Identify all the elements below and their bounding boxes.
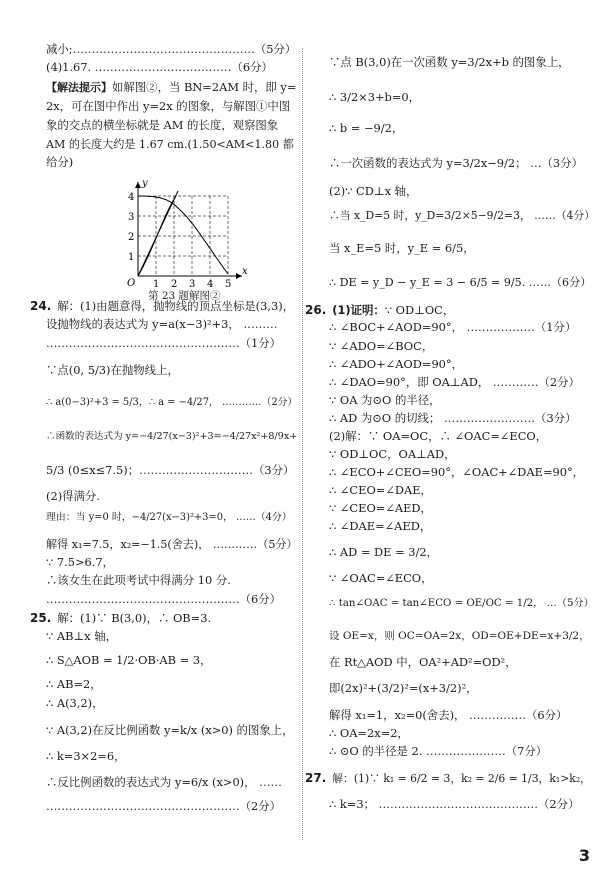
solution-line: [46, 395, 297, 410]
line-text: 设 OE=x，则 OC=OA=2x，OD=OE+DE=x+3/2，: [329, 630, 590, 642]
solution-line: [46, 336, 281, 351]
question-number: 24.: [30, 299, 52, 313]
line-text: 即(2x)²+(3/2)²=(x+3/2)²，: [329, 681, 478, 695]
line-text: ∵ OD⊥OC，: [384, 303, 455, 317]
solution-line: [46, 696, 104, 711]
solution-line: [46, 573, 231, 588]
line-text: 理由：当 y=0 时，−4/27(x−3)²+3=0， ……（4分）: [46, 512, 292, 523]
line-text: ∴ ∠BOC+∠AOD=90°， ………………（1分）: [329, 320, 577, 334]
line-text: ∵ 7.5>6.7，: [46, 555, 115, 569]
solution-line: [46, 629, 117, 644]
line-text: ∴ ∠DAO=90°，即 OA⊥AD， …………（2分）: [329, 375, 580, 389]
line-text: 象的交点的横坐标就是 AM 的长度，观察图象: [46, 118, 279, 132]
solution-line: [305, 303, 454, 318]
line-text: ∴ AD = DE = 3/2，: [329, 545, 438, 559]
line-text: ∴ k=3×2=6，: [46, 749, 126, 763]
solution-line: [329, 571, 433, 586]
line-text: (2)得满分.: [46, 489, 100, 503]
line-text: ∵点(0, 5/3)在抛物线上，: [46, 363, 179, 377]
line-text: ∴当 x_D=5 时，y_D=3/2×5−9/2=3， ……（4分）: [329, 209, 596, 222]
line-text: ∴函数的表达式为 y=−4/27(x−3)²+3=−4/27x²+8/9x+: [46, 431, 298, 442]
line-text: ∴ 3/2×3+b=0，: [329, 90, 421, 104]
figure-caption: 第 23 题解图②: [148, 290, 221, 302]
origin-label: O: [127, 278, 136, 288]
solution-line: [329, 708, 567, 723]
line-text: AM 的长度大约是 1.67 cm.(1.50<AM<1.80 都: [46, 138, 294, 151]
curve-decreasing: [138, 196, 228, 274]
solution-line: [30, 611, 211, 626]
solution-line: [329, 483, 432, 498]
solution-line: [329, 465, 584, 480]
question-number: 27.: [305, 771, 327, 785]
solution-line: [46, 429, 297, 444]
line-text: ……………………………………………（1分）: [46, 336, 282, 350]
solution-line: [329, 681, 478, 696]
solution-line: [329, 519, 431, 534]
solution-line: [329, 121, 403, 136]
solution-line: [46, 653, 211, 668]
line-text: ∴反比例函数的表达式为 y=6/x (x>0)， ……: [46, 775, 282, 789]
solution-line: [329, 655, 517, 670]
line-text: ∴ a(0−3)²+3 = 5/3，∴ a = −4/27， …………（2分）: [46, 397, 298, 408]
solution-line: [329, 90, 420, 105]
line-text: ∵ OD⊥OC，OA⊥AD，: [329, 447, 456, 461]
question-number: 25.: [30, 611, 52, 625]
solution-line: [305, 771, 591, 786]
line-text: ∵ AB⊥x 轴，: [46, 629, 118, 643]
line-text: ∵ ∠ADO=∠BOC，: [329, 339, 434, 353]
solution-line: [329, 393, 441, 408]
solution-line: [329, 726, 409, 741]
solution-line: [46, 677, 102, 692]
line-text: 解得 x₁=7.5，x₂=−1.5(舍去)， …………（5分）: [46, 538, 298, 551]
solution-line: [329, 320, 576, 335]
solution-line: [329, 55, 570, 70]
line-text: ∴ tan∠OAC = tan∠ECO = OE/OC = 1/2， …（5分）: [329, 598, 594, 609]
hint-label: 【解法提示】: [46, 81, 112, 94]
figure-grid: [138, 196, 228, 276]
solution-line: [46, 592, 281, 607]
line-text: ∴该女生在此项考试中得满分 10 分.: [46, 573, 231, 587]
solution-line: [329, 447, 456, 462]
solution-line: [329, 629, 590, 644]
solution-line: [46, 555, 114, 570]
solution-line: [46, 799, 281, 814]
line-text: 解：(1)由题意得，抛物线的顶点坐标是(3,3)，: [57, 299, 295, 313]
solution-line: [46, 749, 126, 764]
solution-line: [329, 501, 432, 516]
line-text: 5/3 (0≤x≤7.5)；…………………………（3分）: [46, 463, 295, 477]
x-axis-label: x: [242, 266, 248, 277]
line-text: ∴ S△AOB = 1/2·OB·AB = 3，: [46, 653, 212, 667]
line-text: (4)1.67. ………………………………（6分）: [46, 60, 273, 74]
solution-line: [46, 155, 73, 170]
solution-line: [46, 775, 282, 790]
solution-line: [46, 510, 292, 525]
y-tick-label: 1: [128, 252, 135, 263]
line-text: 如解图②，当 BN=2AM 时，即 y=: [112, 80, 297, 94]
solution-line: [46, 537, 298, 552]
solution-line: [329, 797, 579, 812]
solution-line: [329, 429, 547, 444]
line-text: 解：(1)∵ B(3,0)，∴ OB=3.: [57, 611, 212, 625]
solution-line: [329, 339, 433, 354]
solution-line: [46, 489, 100, 504]
solution-line: [329, 545, 438, 560]
page-number: 3: [578, 846, 590, 865]
solution-line: [46, 60, 273, 75]
line-text: 解得 x₁=1，x₂=0(舍去)， ……………（6分）: [329, 708, 568, 722]
line-text: 解：(1)∵ k₁ = 6/2 = 3，k₂ = 2/6 = 1/3，k₁>k₂，: [332, 772, 591, 785]
line-text: ∴ b = −9/2，: [329, 121, 404, 135]
solution-line: [329, 275, 591, 290]
line-text: (2)∵ CD⊥x 轴，: [329, 184, 418, 198]
line-text: 给分): [46, 155, 74, 169]
solution-line: [329, 375, 580, 390]
line-text: 在 Rt△AOD 中，OA²+AD²=OD²，: [329, 655, 517, 669]
x-tick-label: 1: [153, 279, 160, 288]
line-text: ∴ AB=2，: [46, 677, 102, 691]
line-text: ∴ DE = y_D − y_E = 3 − 6/5 = 9/5. ……（6分）: [329, 276, 592, 289]
line-text: ∵ ∠OAC=∠ECO，: [329, 571, 433, 585]
y-axis-arrow: [135, 182, 141, 188]
part-label: (1)证明：: [332, 303, 385, 317]
line-text: 当 x_E=5 时，y_E = 6/5，: [329, 241, 475, 255]
solution-line: [46, 723, 294, 738]
line-text: ∴一次函数的表达式为 y=3/2x−9/2； …（3分）: [329, 156, 583, 170]
solution-line: [329, 241, 475, 256]
y-tick-label: 4: [128, 192, 135, 203]
line-text: ∵ A(3,2)在反比例函数 y=k/x (x>0) 的图象上，: [46, 723, 294, 737]
figure-23-graph: [118, 176, 254, 288]
line-text: ∴ OA=2x=2，: [329, 726, 409, 740]
line-text: ……………………………………………（6分）: [46, 592, 282, 606]
solution-line: [329, 184, 417, 199]
solution-line: [46, 42, 296, 57]
solution-line: [46, 363, 179, 378]
x-tick-label: 5: [225, 279, 232, 288]
x-tick-label: 2: [171, 279, 178, 288]
solution-line: [329, 596, 594, 611]
question-number: 26.: [305, 303, 327, 317]
line-text: ……………………………………………（2分）: [46, 799, 282, 813]
x-tick-label: 4: [207, 279, 214, 288]
line-text: 减小;…………………………………………（5分）: [46, 42, 297, 56]
line-text: 2x，可在图中作出 y=2x 的图象，与解图①中图: [46, 99, 291, 113]
column-divider: [302, 48, 303, 840]
line-text: ∴ ∠DAE=∠AED，: [329, 519, 432, 533]
solution-line: [46, 99, 290, 114]
y-tick-label: 3: [128, 212, 135, 223]
line-text: ∴ ⊙O 的半径是 2. …………………（7分）: [329, 744, 548, 758]
solution-line: [329, 357, 463, 372]
solution-line: [329, 208, 595, 223]
solution-line: [46, 80, 296, 95]
line-text: 设抛物线的表达式为 y=a(x−3)²+3， ………: [46, 317, 278, 331]
line-text: ∵ OA 为⊙O 的半径，: [329, 393, 441, 407]
y-tick-label: 2: [128, 232, 135, 243]
line-text: ∴ ∠ECO+∠CEO=90°，∠OAC+∠DAE=90°，: [329, 465, 585, 479]
line-text: ∴ A(3,2)，: [46, 696, 104, 710]
solution-line: [329, 411, 576, 426]
solution-line: [329, 744, 547, 759]
line-text: ∴ ∠ADO+∠AOD=90°，: [329, 357, 464, 371]
solution-line: [46, 317, 278, 332]
y-axis-label: y: [142, 178, 148, 189]
solution-line: [46, 137, 294, 152]
line-text: (2)解：∵ OA=OC，∴ ∠OAC=∠ECO，: [329, 429, 548, 443]
solution-line: [329, 156, 583, 171]
solution-line: [46, 463, 294, 478]
line-text: ∴ k=3； ……………………………………（2分）: [329, 797, 580, 811]
line-text: ∵ ∠CEO=∠AED，: [329, 501, 432, 515]
line-text: ∴ AD 为⊙O 的切线； ……………………（3分）: [329, 411, 577, 425]
line-text: ∴ ∠CEO=∠DAE，: [329, 483, 432, 497]
line-text: ∵点 B(3,0)在一次函数 y=3/2x+b 的图象上，: [329, 55, 570, 69]
solution-line: [46, 118, 278, 133]
x-tick-label: 3: [189, 279, 196, 288]
